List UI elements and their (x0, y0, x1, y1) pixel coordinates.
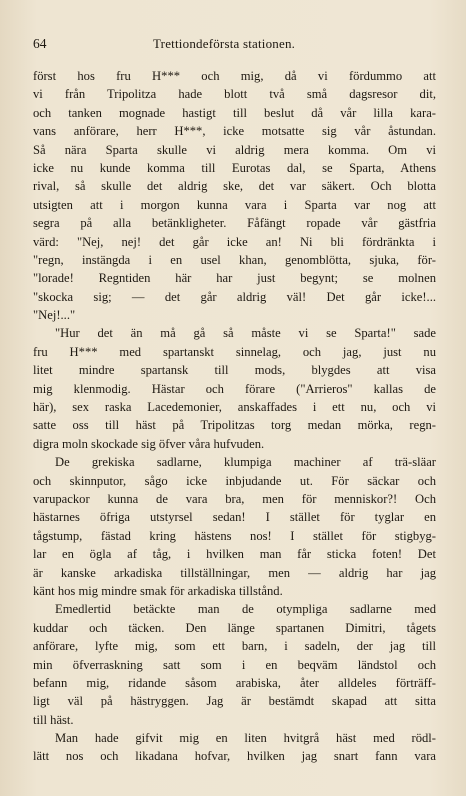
running-title: Trettiondeförsta stationen. (153, 36, 296, 51)
text-line: anförare, lyfte mig, som ett barn, i sadeln, der jag till (33, 639, 436, 654)
text-line: varupackor kunna de vara bra, men för menniskor?! Och (33, 491, 436, 506)
text-line: till häst. (33, 712, 74, 727)
text-line: fru H*** med spartanskt sinnelag, och jag, just nu (33, 344, 436, 359)
text-line: utsigten att i morgon kunna vara i Sparta var nog att (33, 197, 436, 212)
text-line: "skocka sig; — det går aldrig väl! Det går icke!... (33, 289, 436, 304)
text-line: ligt väl på hästryggen. Jag är bestämdt skapad att sitta (33, 694, 436, 709)
text-line: kuddar och täcken. Den länge spartanen Dimitri, tågets (33, 620, 436, 635)
paragraph (33, 324, 436, 453)
text-line: Emedlertid betäckte man de otympliga sadlarne med (55, 602, 436, 617)
text-line: Så nära Sparta skulle vi aldrig mera komma. Om vi (33, 142, 436, 157)
paragraph (33, 67, 436, 324)
text-line: satte oss till häst på Tripolitzas torg medan mörka, regn- (33, 418, 436, 433)
text-line: segra på alla betänkligheter. Fåfängt ropade vår gästfria (33, 216, 436, 231)
text-line: vi från Tripolitza hade blott två små dagsresor dit, (33, 87, 436, 102)
text-line: värd: "Nej, nej! det går icke an! Ni bli fördränkta i (33, 234, 436, 249)
paragraph (33, 600, 436, 729)
text-line: och tanken mognade hastigt till beslut då vår lilla kara- (33, 105, 436, 120)
text-line: först hos fru H*** och mig, då vi fördummo att (33, 69, 436, 83)
text-line: digra moln skockade sig öfver våra hufvuden. (33, 436, 265, 451)
text-line: icke nu kunde komma till Eurotas dal, se Sparta, Athens (33, 160, 436, 175)
page-header (33, 36, 436, 56)
body-text (33, 67, 436, 766)
text-line: "Hur det än må gå så måste vi se Sparta!" sade (55, 326, 436, 341)
text-line: "Nej!..." (33, 308, 76, 323)
text-line: "regn, instängda i en usel khan, genomblötta, sjuka, för- (33, 252, 436, 267)
text-line: litet mindre spartansk till mods, blygdes att visa (33, 363, 436, 378)
text-line: lar en ögla af tåg, i hvilken man får sticka foten! Det (33, 547, 436, 562)
text-line: tågstump, fästad kring hästens nos! I stället för stigbyg- (33, 528, 436, 543)
text-line: befann mig, ridande såsom arabiska, åter alldeles förträff- (33, 675, 436, 690)
page-number: 64 (33, 36, 47, 51)
text-line: mig klenmodig. Hästar och förare ("Arrieros" kallas de (33, 381, 436, 396)
text-line: min öfverraskning satt som i en beqväm ländstol och (33, 657, 436, 672)
text-line: De grekiska sadlarne, klumpiga machiner af trä-släar (55, 455, 436, 470)
paragraph (33, 729, 436, 766)
paragraph (33, 453, 436, 600)
text-line: hästarnes öfriga utstyrsel sedan! I stället för tyglar en (33, 510, 436, 525)
text-line: "lorade! Regntiden här har just begynt; se molnen (33, 271, 436, 286)
text-line: Man hade gifvit mig en liten hvitgrå häst med rödl- (55, 731, 436, 746)
text-line: rival, så skulle det aldrig ske, det var säkert. Och blotta (33, 179, 436, 194)
text-line: lätt nos och likadana hofvar, hvilken jag snart fann vara (33, 749, 436, 764)
text-line: känt hos mig mindre smak för arkadiska tillstånd. (33, 583, 283, 598)
text-line: är kanske arkadiska tillställningar, men — aldrig har jag (33, 565, 436, 580)
text-line: här), sex raska Lacedemonier, anskaffades i ett nu, och vi (33, 400, 436, 415)
text-line: vans anförare, herr H***, icke motsatte sig vår åstundan. (33, 124, 436, 139)
text-line: och skinnputor, sågo icke inbjudande ut. För säckar och (33, 473, 436, 488)
